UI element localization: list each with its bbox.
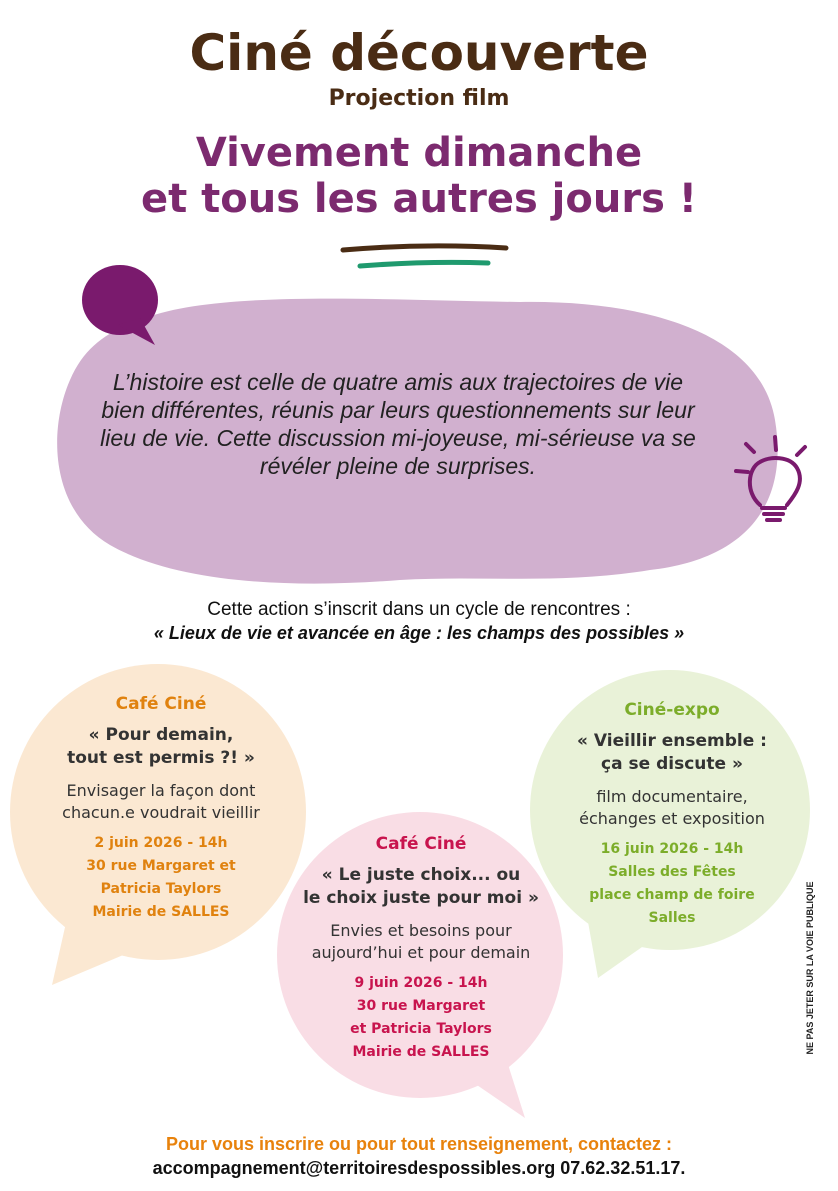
event-title-line: « Le juste choix... ou	[321, 865, 521, 885]
event-title	[556, 730, 788, 776]
title-underline-green	[360, 262, 488, 266]
event-card-cine-expo	[556, 698, 788, 930]
event-description-line: aujourd’hui et pour demain	[311, 943, 531, 962]
event-venue: Salles	[648, 910, 696, 926]
event-date: 16 juin 2026 - 14h	[600, 841, 744, 857]
cycle-title: « Lieux de vie et avancée en âge : les champs des possibles »	[153, 623, 685, 643]
cycle-intro: Cette action s’inscrit dans un cycle de rencontres :	[207, 599, 631, 620]
event-description-line: échanges et exposition	[579, 809, 765, 828]
event-address-line: place champ de foire	[589, 887, 755, 903]
title-underline-brown	[343, 246, 506, 250]
event-kind: Ciné-expo	[624, 700, 720, 720]
event-address-line: 30 rue Margaret	[356, 998, 486, 1014]
event-kind: Café Ciné	[115, 694, 207, 714]
film-title	[0, 130, 838, 222]
speech-bubble-icon	[82, 265, 158, 345]
event-venue: Mairie de SALLES	[92, 904, 230, 920]
event-card-cafe-cine-2	[287, 832, 555, 1064]
event-details	[556, 838, 788, 930]
event-address-line: 30 rue Margaret et	[86, 858, 236, 874]
film-title-line-1: Vivement dimanche	[195, 130, 643, 176]
synopsis-text: L’histoire est celle de quatre amis aux trajectoires de vie bien différentes, réunis par leurs questionnements sur leur lieu de vie. Cette discussion mi-joyeuse, mi-sérieuse va se révéler pleine de surprises.	[100, 369, 696, 479]
contact-details: accompagnement@territoiresdespossibles.org 07.62.32.51.17.	[152, 1158, 686, 1178]
event-title-line: le choix juste pour moi »	[303, 888, 539, 908]
event-description-line: Envisager la façon dont	[66, 781, 256, 800]
event-details	[30, 832, 292, 924]
event-description-line: chacun.e voudrait vieillir	[62, 803, 260, 822]
vertical-disposal-note: NE PAS JETER SUR LA VOIE PUBLIQUE	[805, 881, 815, 1055]
event-title-line: « Vieillir ensemble :	[577, 731, 767, 751]
event-kind: Café Ciné	[375, 834, 467, 854]
event-address-line: Patricia Taylors	[100, 881, 222, 897]
event-date: 9 juin 2026 - 14h	[354, 975, 488, 991]
event-card-cafe-cine-1	[30, 692, 292, 924]
event-address-line: Salles des Fêtes	[608, 864, 736, 880]
film-title-line-2: et tous les autres jours !	[140, 176, 698, 222]
page-title: Ciné découverte	[189, 24, 649, 82]
contact-heading: Pour vous inscrire ou pour tout renseignement, contactez :	[165, 1134, 673, 1154]
event-description	[556, 786, 788, 830]
event-address-line: et Patricia Taylors	[350, 1021, 492, 1037]
event-title-line: « Pour demain,	[88, 725, 234, 745]
event-description	[30, 780, 292, 824]
event-title-line: ça se discute »	[601, 754, 743, 774]
page-subtitle: Projection film	[328, 86, 510, 111]
event-description	[287, 920, 555, 964]
event-date: 2 juin 2026 - 14h	[94, 835, 228, 851]
event-description-line: film documentaire,	[596, 787, 748, 806]
event-title-line: tout est permis ?! »	[67, 748, 255, 768]
event-title	[30, 724, 292, 770]
event-description-line: Envies et besoins pour	[330, 921, 512, 940]
event-details	[287, 972, 555, 1064]
event-venue: Mairie de SALLES	[352, 1044, 490, 1060]
event-title	[287, 864, 555, 910]
